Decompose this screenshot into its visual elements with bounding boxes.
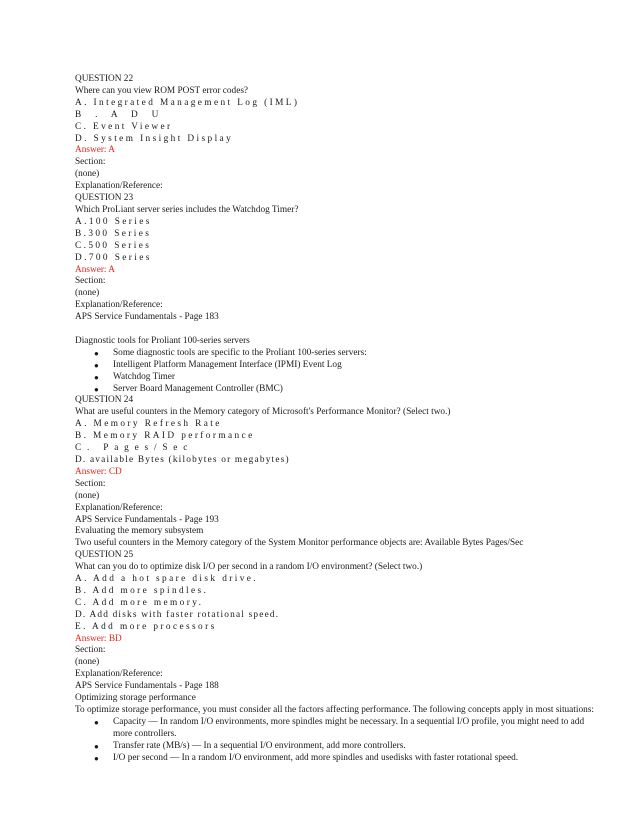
q24-section: Section:	[75, 478, 106, 489]
q22-option-c: C. Event Viewer	[75, 121, 173, 132]
q25-option-b: B. Add more spindles.	[75, 585, 209, 596]
q24-intro: Evaluating the memory subsystem	[75, 526, 204, 537]
bullet-icon: ●	[94, 372, 99, 382]
q23-option-c: C.500 Series	[75, 240, 152, 251]
bullet-icon: ●	[94, 753, 99, 763]
q23-option-d: D.700 Series	[75, 252, 152, 263]
q23-reference: APS Service Fundamentals - Page 183	[75, 312, 219, 323]
list-item: ● Server Board Management Controller (BMC)	[94, 383, 283, 394]
q24-answer: Answer: CD	[75, 466, 122, 477]
q23-section-value: (none)	[75, 288, 100, 299]
q25-section: Section:	[75, 645, 106, 656]
list-item: ● Capacity — In random I/O environments, more spindles might be necessary. In a sequential I/O profile, you might need to add more controllers.	[94, 716, 585, 739]
question-25-text: What can you do to optimize disk I/O per second in a random I/O environment? (Select two.)	[75, 562, 423, 573]
q23-option-b: B.300 Series	[75, 228, 152, 239]
q24-explanation: Explanation/Reference:	[75, 502, 163, 513]
paragraph-gap	[75, 324, 595, 336]
q23-bullet-list	[75, 348, 595, 396]
q23-answer: Answer: A	[75, 264, 116, 275]
q23-intro: Diagnostic tools for Proliant 100-series servers	[75, 335, 250, 346]
q25-option-a: A. Add a hot spare disk drive.	[75, 574, 259, 585]
q25-explanation: Explanation/Reference:	[75, 669, 163, 680]
q25-option-d: D. Add disks with faster rotational speed.	[75, 609, 280, 620]
q25-option-c: C. Add more memory.	[75, 597, 204, 608]
question-23-title: QUESTION 23	[75, 193, 134, 204]
q22-section: Section:	[75, 157, 106, 168]
q25-bullet-list	[75, 717, 595, 765]
q22-option-d: D. System Insight Display	[75, 133, 234, 144]
q22-explanation: Explanation/Reference:	[75, 181, 163, 192]
q24-option-c: C. Pages/Sec	[75, 443, 194, 454]
q24-option-b: B. Memory RAID performance	[75, 431, 255, 442]
q25-section-value: (none)	[75, 657, 100, 668]
question-22-text: Where can you view ROM POST error codes?	[75, 85, 249, 96]
q24-section-value: (none)	[75, 490, 100, 501]
document-page	[75, 74, 595, 765]
bullet-icon: ●	[94, 717, 99, 727]
question-24-title: QUESTION 24	[75, 395, 134, 406]
q23-section: Section:	[75, 276, 106, 287]
q23-explanation: Explanation/Reference:	[75, 300, 163, 311]
list-item: ● Some diagnostic tools are specific to the Proliant 100-series servers:	[94, 347, 367, 358]
list-item: ● Watchdog Timer	[94, 371, 176, 382]
q25-reference: APS Service Fundamentals - Page 188	[75, 681, 219, 692]
q25-intro: Optimizing storage performance	[75, 693, 196, 704]
q24-option-a: A. Memory Refresh Rate	[75, 419, 222, 430]
q25-answer: Answer: BD	[75, 633, 122, 644]
question-22-title: QUESTION 22	[75, 74, 134, 84]
q22-option-b: B . A D U	[75, 109, 165, 120]
q25-detail: To optimize storage performance, you must consider all the factors affecting performance. The following concepts apply in most situations:	[75, 705, 594, 716]
question-23-text: Which ProLiant server series includes the Watchdog Timer?	[75, 204, 299, 215]
q24-option-d: D. available Bytes (kilobytes or megabytes)	[75, 454, 290, 465]
q22-answer: Answer: A	[75, 145, 116, 156]
q24-reference: APS Service Fundamentals - Page 193	[75, 514, 219, 525]
question-25-title: QUESTION 25	[75, 550, 134, 561]
bullet-icon: ●	[94, 360, 99, 370]
bullet-icon: ●	[94, 741, 99, 751]
list-item: ● Transfer rate (MB/s) — In a sequential I/O environment, add more controllers.	[94, 740, 406, 751]
q22-section-value: (none)	[75, 169, 100, 180]
q24-detail: Two useful counters in the Memory category of the System Monitor performance objects are: Available Bytes Pages/Sec	[75, 538, 524, 549]
q23-option-a: A.100 Series	[75, 216, 152, 227]
list-item: ● Intelligent Platform Management Interface (IPMI) Event Log	[94, 359, 342, 370]
list-item: ● I/O per second — In a random I/O environment, add more spindles and usedisks with faster rotational speed.	[94, 752, 519, 763]
q25-option-e: E. Add more processors	[75, 621, 217, 632]
question-24-text: What are useful counters in the Memory category of Microsoft's Performance Monitor? (Select two.)	[75, 407, 451, 418]
q22-option-a: A. Integrated Management Log (IML)	[75, 97, 300, 108]
bullet-icon: ●	[94, 384, 99, 394]
bullet-icon: ●	[94, 348, 99, 358]
